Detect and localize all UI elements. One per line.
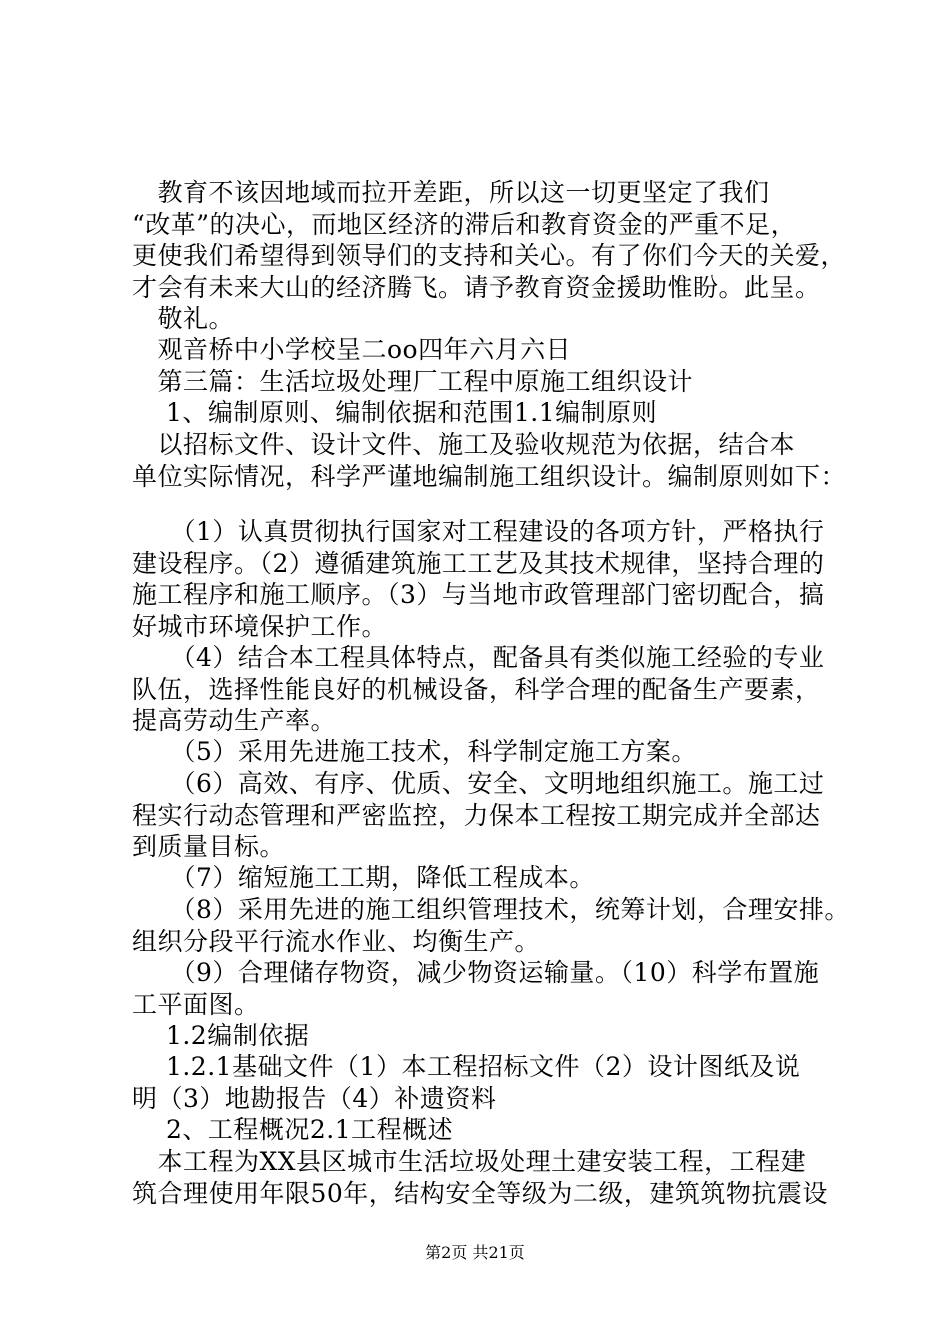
subsection-heading: [132, 1114, 832, 1146]
text-line: （7）缩短施工工期，降低工程成本。: [132, 863, 595, 892]
text-line: 明（3）地勘报告（4）补遗资料: [132, 1083, 497, 1113]
paragraph: [132, 303, 832, 335]
paragraph: [132, 516, 832, 642]
text-line: 1、编制原则、编制依据和范围1.1编制原则: [132, 398, 658, 427]
text-line: （1）认真贯彻执行国家对工程建设的各项方针，严格执行: [132, 517, 825, 546]
section-heading: [132, 366, 832, 398]
paragraph: [132, 642, 832, 737]
text-line: 以招标文件、设计文件、施工及验收规范为依据，结合本: [132, 430, 796, 459]
paragraph: [132, 429, 847, 492]
text-line: 更使我们希望得到领导们的支持和关心。有了你们今天的关爱，: [132, 241, 847, 270]
page-footer: 第2页 共21页: [425, 1243, 525, 1262]
text-line: 1.2.1基础文件（1）本工程招标文件（2）设计图纸及说: [132, 1052, 801, 1081]
text-line: 第三篇：生活垃圾处理厂工程中原施工组织设计: [132, 367, 694, 396]
text-line: （9）合理储存物资，减少物资运输量。（10）科学布置施: [132, 958, 820, 987]
paragraph: [132, 1051, 832, 1114]
text-line: （8）采用先进的施工组织管理技术，统筹计划，合理安排。: [132, 895, 850, 924]
paragraph: [132, 334, 832, 366]
text-line: 队伍，选择性能良好的机械设备，科学合理的配备生产要素，: [132, 674, 821, 704]
paragraph: [132, 736, 832, 768]
text-line: 好城市环境保护工作。: [132, 611, 388, 641]
text-line: 教育不该因地域而拉开差距，所以这一切更坚定了我们: [132, 178, 770, 207]
text-line: 1.2编制依据: [132, 1021, 310, 1050]
subsection-heading: [132, 1020, 832, 1052]
text-line: 程实行动态管理和严密监控，力保本工程按工期完成并全部达: [132, 800, 821, 830]
text-line: 组织分段平行流水作业、均衡生产。: [132, 926, 541, 956]
text-line: 观音桥中小学校呈二oo四年六月六日: [132, 335, 572, 364]
text-line: （6）高效、有序、优质、安全、文明地组织施工。施工过: [132, 769, 825, 798]
text-line: 筑合理使用年限50年，结构安全等级为二级，建筑筑物抗震设: [132, 1178, 828, 1208]
text-line: 工平面图。: [132, 989, 260, 1019]
text-line: （5）采用先进施工技术，科学制定施工方案。: [132, 737, 697, 766]
paragraph: [132, 768, 832, 863]
text-line: 本工程为XX县区城市生活垃圾处理土建安装工程，工程建: [132, 1147, 807, 1176]
text-line: “改革”的决心，而地区经济的滞后和教育资金的严重不足，: [132, 209, 797, 239]
text-line: 才会有未来大山的经济腾飞。请予教育资金援助惟盼。此呈。: [132, 272, 821, 302]
text-line: 建设程序。（2）遵循建筑施工工艺及其技术规律，坚持合理的: [132, 548, 825, 578]
paragraph: [132, 894, 850, 957]
text-line: 到质量目标。: [132, 832, 286, 861]
text-line: 2、工程概况2.1工程概述: [132, 1115, 454, 1144]
subsection-heading: [132, 397, 832, 429]
paragraph: [132, 957, 832, 1020]
text-line: 提高劳动生产率。: [132, 706, 337, 735]
paragraph: [132, 1146, 832, 1209]
paragraph: [132, 862, 832, 894]
text-line: 单位实际情况，科学严谨地编制施工组织设计。编制原则如下：: [132, 461, 847, 491]
text-line: 敬礼。: [132, 304, 235, 333]
text-line: 施工程序和施工顺序。（3）与当地市政管理部门密切配合，搞: [132, 580, 825, 609]
text-line: （4）结合本工程具体特点，配备具有类似施工经验的专业: [132, 643, 825, 672]
paragraph: [132, 177, 847, 303]
